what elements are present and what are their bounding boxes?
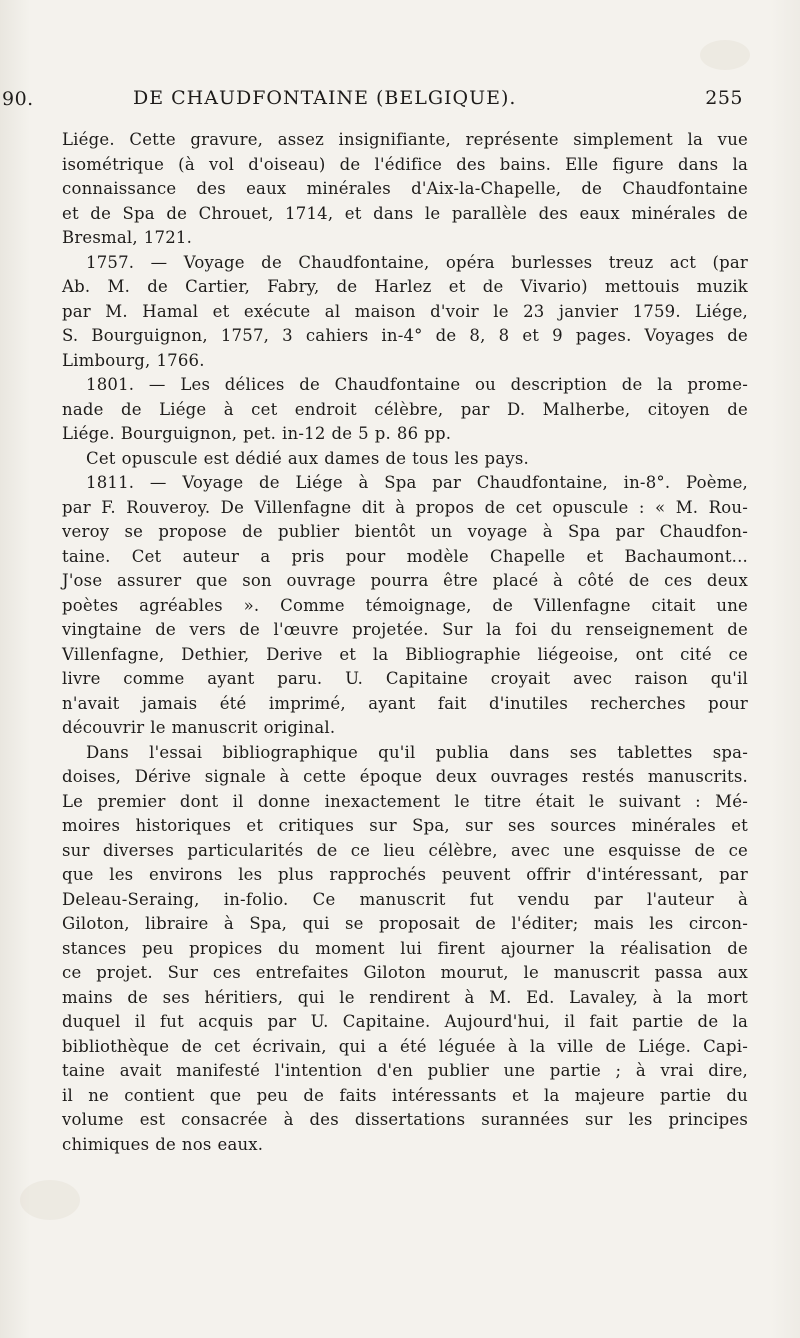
text-line: et de Spa de Chrouet, 1714, et dans le parallèle des eaux minérales de: [62, 203, 748, 223]
text-line: nade de Liége à cet endroit célèbre, par D. Malherbe, citoyen de: [62, 399, 748, 419]
text-line: Limbourg, 1766.: [62, 350, 205, 370]
text-line: Liége. Bourguignon, pet. in-12 de 5 p. 86 pp.: [62, 424, 452, 443]
text-line: sur diverses particularités de ce lieu célèbre, avec une esquisse de ce: [62, 840, 748, 860]
paper-stain: [700, 40, 750, 70]
text-line: Cet opuscule est dédié aux dames de tous les pays.: [86, 448, 529, 468]
text-line: S. Bourguignon, 1757, 3 cahiers in-4° de 8, 8 et 9 pages. Voyages de: [62, 326, 748, 345]
text-line: Bresmal, 1721.: [62, 228, 193, 247]
text-line: n'avait jamais été imprimé, ayant fait d'inutiles recherches pour: [62, 693, 748, 713]
text-line: Villenfagne, Dethier, Derive et la Bibliographie liégeoise, ont cité ce: [62, 644, 748, 664]
text-line: Le premier dont il donne inexactement le titre était le suivant : Mé-: [62, 791, 748, 811]
page-number: 255: [705, 87, 743, 109]
text-line: connaissance des eaux minérales d'Aix-la-Chapelle, de Chaudfontaine: [62, 179, 748, 198]
text-line: par F. Rouveroy. De Villenfagne dit à propos de cet opuscule : « M. Rou-: [62, 497, 748, 517]
running-head-title: DE CHAUDFONTAINE (BELGIQUE).: [133, 87, 517, 109]
previous-page-edge-number: 90.: [2, 88, 34, 110]
paper-stain: [20, 1180, 80, 1220]
text-line: vingtaine de vers de l'œuvre projetée. Sur la foi du renseignement de: [62, 620, 748, 639]
text-line: poètes agréables ». Comme témoignage, de Villenfagne citait une: [62, 595, 748, 615]
running-head: [133, 87, 743, 113]
text-line: mains de ses héritiers, qui le rendirent à M. Ed. Lavaley, à la mort: [62, 987, 748, 1007]
text-line: stances peu propices du moment lui firent ajourner la réalisation de: [62, 938, 748, 958]
text-line: doises, Dérive signale à cette époque deux ouvrages restés manuscrits.: [62, 767, 748, 786]
text-line: chimiques de nos eaux.: [62, 1134, 264, 1154]
text-line: Ab. M. de Cartier, Fabry, de Harlez et de Vivario) mettouis muzik: [62, 277, 748, 296]
text-line: J'ose assurer que son ouvrage pourra être placé à côté de ces deux: [62, 571, 748, 590]
text-line: 1801. — Les délices de Chaudfontaine ou description de la prome-: [86, 375, 748, 394]
text-line: veroy se propose de publier bientôt un voyage à Spa par Chaudfon-: [62, 522, 748, 541]
text-line: par M. Hamal et exécute al maison d'voir le 23 janvier 1759. Liége,: [62, 301, 748, 321]
text-line: découvrir le manuscrit original.: [62, 718, 336, 737]
text-line: Liége. Cette gravure, assez insignifiante, représente simplement la vue: [62, 130, 748, 149]
text-line: bibliothèque de cet écrivain, qui a été léguée à la ville de Liége. Capi-: [62, 1036, 748, 1056]
text-line: Giloton, libraire à Spa, qui se proposait de l'éditer; mais les circon-: [62, 914, 748, 933]
text-line: ce projet. Sur ces entrefaites Giloton mourut, le manuscrit passa aux: [62, 963, 748, 982]
text-line: 1757. — Voyage de Chaudfontaine, opéra burlesses treuz act (par: [86, 252, 748, 272]
text-line: Dans l'essai bibliographique qu'il publia dans ses tablettes spa-: [86, 742, 748, 762]
text-line: isométrique (à vol d'oiseau) de l'édifice des bains. Elle figure dans la: [62, 154, 748, 174]
text-line: que les environs les plus rapprochés peuvent offrir d'intéressant, par: [62, 865, 748, 884]
text-line: il ne contient que peu de faits intéressants et la majeure partie du: [62, 1085, 748, 1105]
text-line: taine avait manifesté l'intention d'en publier une partie ; à vrai dire,: [62, 1061, 748, 1080]
text-line: livre comme ayant paru. U. Capitaine croyait avec raison qu'il: [62, 669, 748, 688]
text-line: 1811. — Voyage de Liége à Spa par Chaudfontaine, in-8°. Poème,: [86, 473, 748, 492]
text-line: Deleau-Seraing, in-folio. Ce manuscrit fut vendu par l'auteur à: [62, 889, 748, 909]
body-text: [62, 128, 748, 1157]
text-line: moires historiques et critiques sur Spa, sur ses sources minérales et: [62, 816, 748, 835]
text-line: duquel il fut acquis par U. Capitaine. Aujourd'hui, il fait partie de la: [62, 1012, 748, 1031]
text-line: taine. Cet auteur a pris pour modèle Chapelle et Bachaumont...: [62, 546, 748, 566]
text-line: volume est consacrée à des dissertations surannées sur les principes: [62, 1110, 748, 1129]
